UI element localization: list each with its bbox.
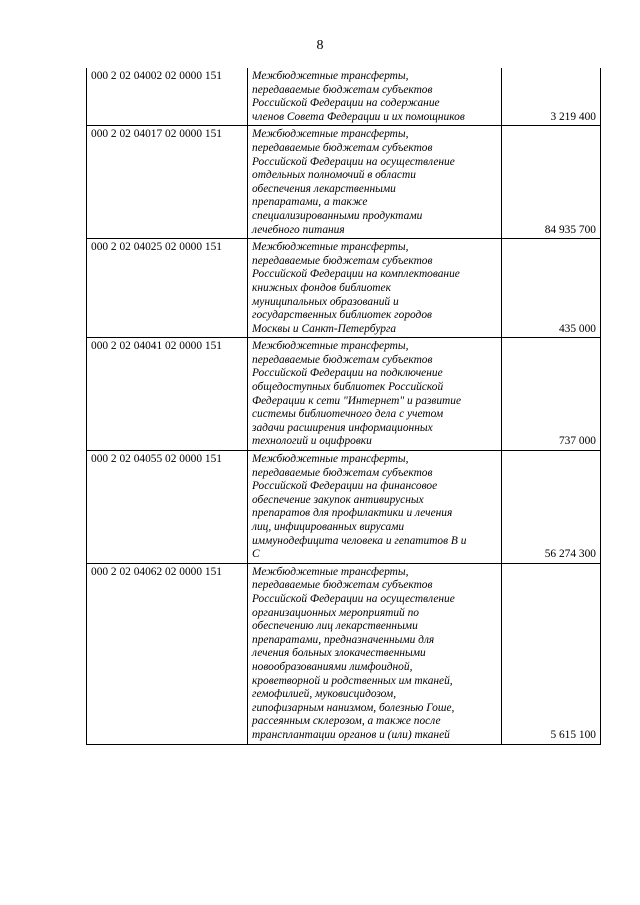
description-line: препаратами, предназначенными для: [252, 633, 435, 646]
description-line: задачи расширения информационных: [252, 421, 433, 434]
description-line: лечения больных злокачественными: [252, 647, 426, 660]
description-line: передаваемые бюджетам субъектов: [252, 254, 433, 267]
description: [248, 563, 502, 744]
description-line: иммунодефицита человека и гепатитов B и: [252, 534, 467, 547]
table-row: [87, 239, 601, 338]
description-line: государственных библиотек городов: [252, 309, 432, 322]
description-line: обеспечению лиц лекарственными: [252, 620, 418, 633]
description-line: Российской Федерации на осуществление: [252, 592, 455, 605]
description-line: передаваемые бюджетам субъектов: [252, 83, 433, 96]
description-line: Российской Федерации на осуществление: [252, 155, 455, 168]
description: [248, 239, 502, 338]
amount: 84 935 700: [502, 126, 601, 239]
description-line: обеспечения лекарственными: [252, 182, 396, 195]
description: [248, 338, 502, 451]
description: [248, 68, 502, 126]
description-line: лиц, инфицированных вирусами: [252, 521, 405, 533]
description-line: рассеянным склерозом, а также после: [252, 715, 441, 728]
description-line: членов Совета Федерации и их помощников: [252, 110, 465, 123]
amount: 56 274 300: [502, 451, 601, 564]
table-row: [87, 338, 601, 451]
table-row: [87, 451, 601, 564]
description-line: специализированными продуктами: [252, 209, 423, 222]
description-line: гемофилией, муковисцидозом,: [252, 688, 397, 701]
description-line: системы библиотечного дела с учетом: [252, 408, 444, 421]
table-row: [87, 563, 601, 744]
amount: 737 000: [502, 338, 601, 451]
budget-code: 000 2 02 04025 02 0000 151: [87, 239, 248, 338]
description-line: новообразованиями лимфоидной,: [252, 660, 413, 673]
description-line: Межбюджетные трансферты,: [252, 128, 409, 141]
description-line: передаваемые бюджетам субъектов: [252, 466, 433, 479]
description-line: Москвы и Санкт-Петербурга: [252, 322, 397, 335]
description-line: книжных фондов библиотек: [252, 281, 391, 294]
description-line: гипофизарным нанизмом, болезнью Гоше,: [252, 701, 455, 714]
description-line: обеспечение закупок антивирусных: [252, 493, 424, 506]
description-line: Российской Федерации на комплектование: [252, 268, 460, 281]
budget-code: 000 2 02 04002 02 0000 151: [87, 68, 248, 126]
description-line: C: [252, 548, 260, 561]
description-line: Федерации к сети "Интернет" и развитие: [252, 394, 462, 407]
description-line: Межбюджетные трансферты,: [252, 340, 409, 353]
description-line: Российской Федерации на финансовое: [252, 480, 438, 493]
description-line: препаратами, а также: [252, 196, 368, 209]
description-line: Российской Федерации на подключение: [252, 367, 443, 380]
description-line: Межбюджетные трансферты,: [252, 241, 409, 254]
description-line: передаваемые бюджетам субъектов: [252, 579, 433, 592]
description-line: Российской Федерации на содержание: [252, 97, 440, 110]
description: [248, 126, 502, 239]
description-line: общедоступных библиотек Российской: [252, 381, 444, 394]
description-line: препаратов для профилактики и лечения: [252, 507, 453, 520]
description-line: трансплантации органов и (или) тканей: [252, 728, 450, 741]
budget-code: 000 2 02 04055 02 0000 151: [87, 451, 248, 564]
budget-table: [86, 68, 601, 745]
description-line: технологий и оцифровки: [252, 435, 372, 448]
description: [248, 451, 502, 564]
description-line: Межбюджетные трансферты,: [252, 453, 409, 466]
description-line: Межбюджетные трансферты,: [252, 565, 409, 578]
budget-code: 000 2 02 04041 02 0000 151: [87, 338, 248, 451]
table-row: [87, 68, 601, 126]
description-line: Межбюджетные трансферты,: [252, 70, 409, 82]
description-line: организационных мероприятий по: [252, 606, 419, 619]
page-number: 8: [316, 38, 324, 53]
amount: 435 000: [502, 239, 601, 338]
description-line: кроветворной и родственных им тканей,: [252, 674, 453, 687]
description-line: передаваемые бюджетам субъектов: [252, 353, 433, 366]
budget-code: 000 2 02 04017 02 0000 151: [87, 126, 248, 239]
description-line: передаваемые бюджетам субъектов: [252, 141, 433, 154]
description-line: отдельных полномочий в области: [252, 169, 416, 182]
table-row: [87, 126, 601, 239]
budget-code: 000 2 02 04062 02 0000 151: [87, 563, 248, 744]
amount: 5 615 100: [502, 563, 601, 744]
amount: 3 219 400: [502, 68, 601, 126]
description-line: муниципальных образований и: [252, 295, 399, 308]
description-line: лечебного питания: [252, 223, 345, 236]
